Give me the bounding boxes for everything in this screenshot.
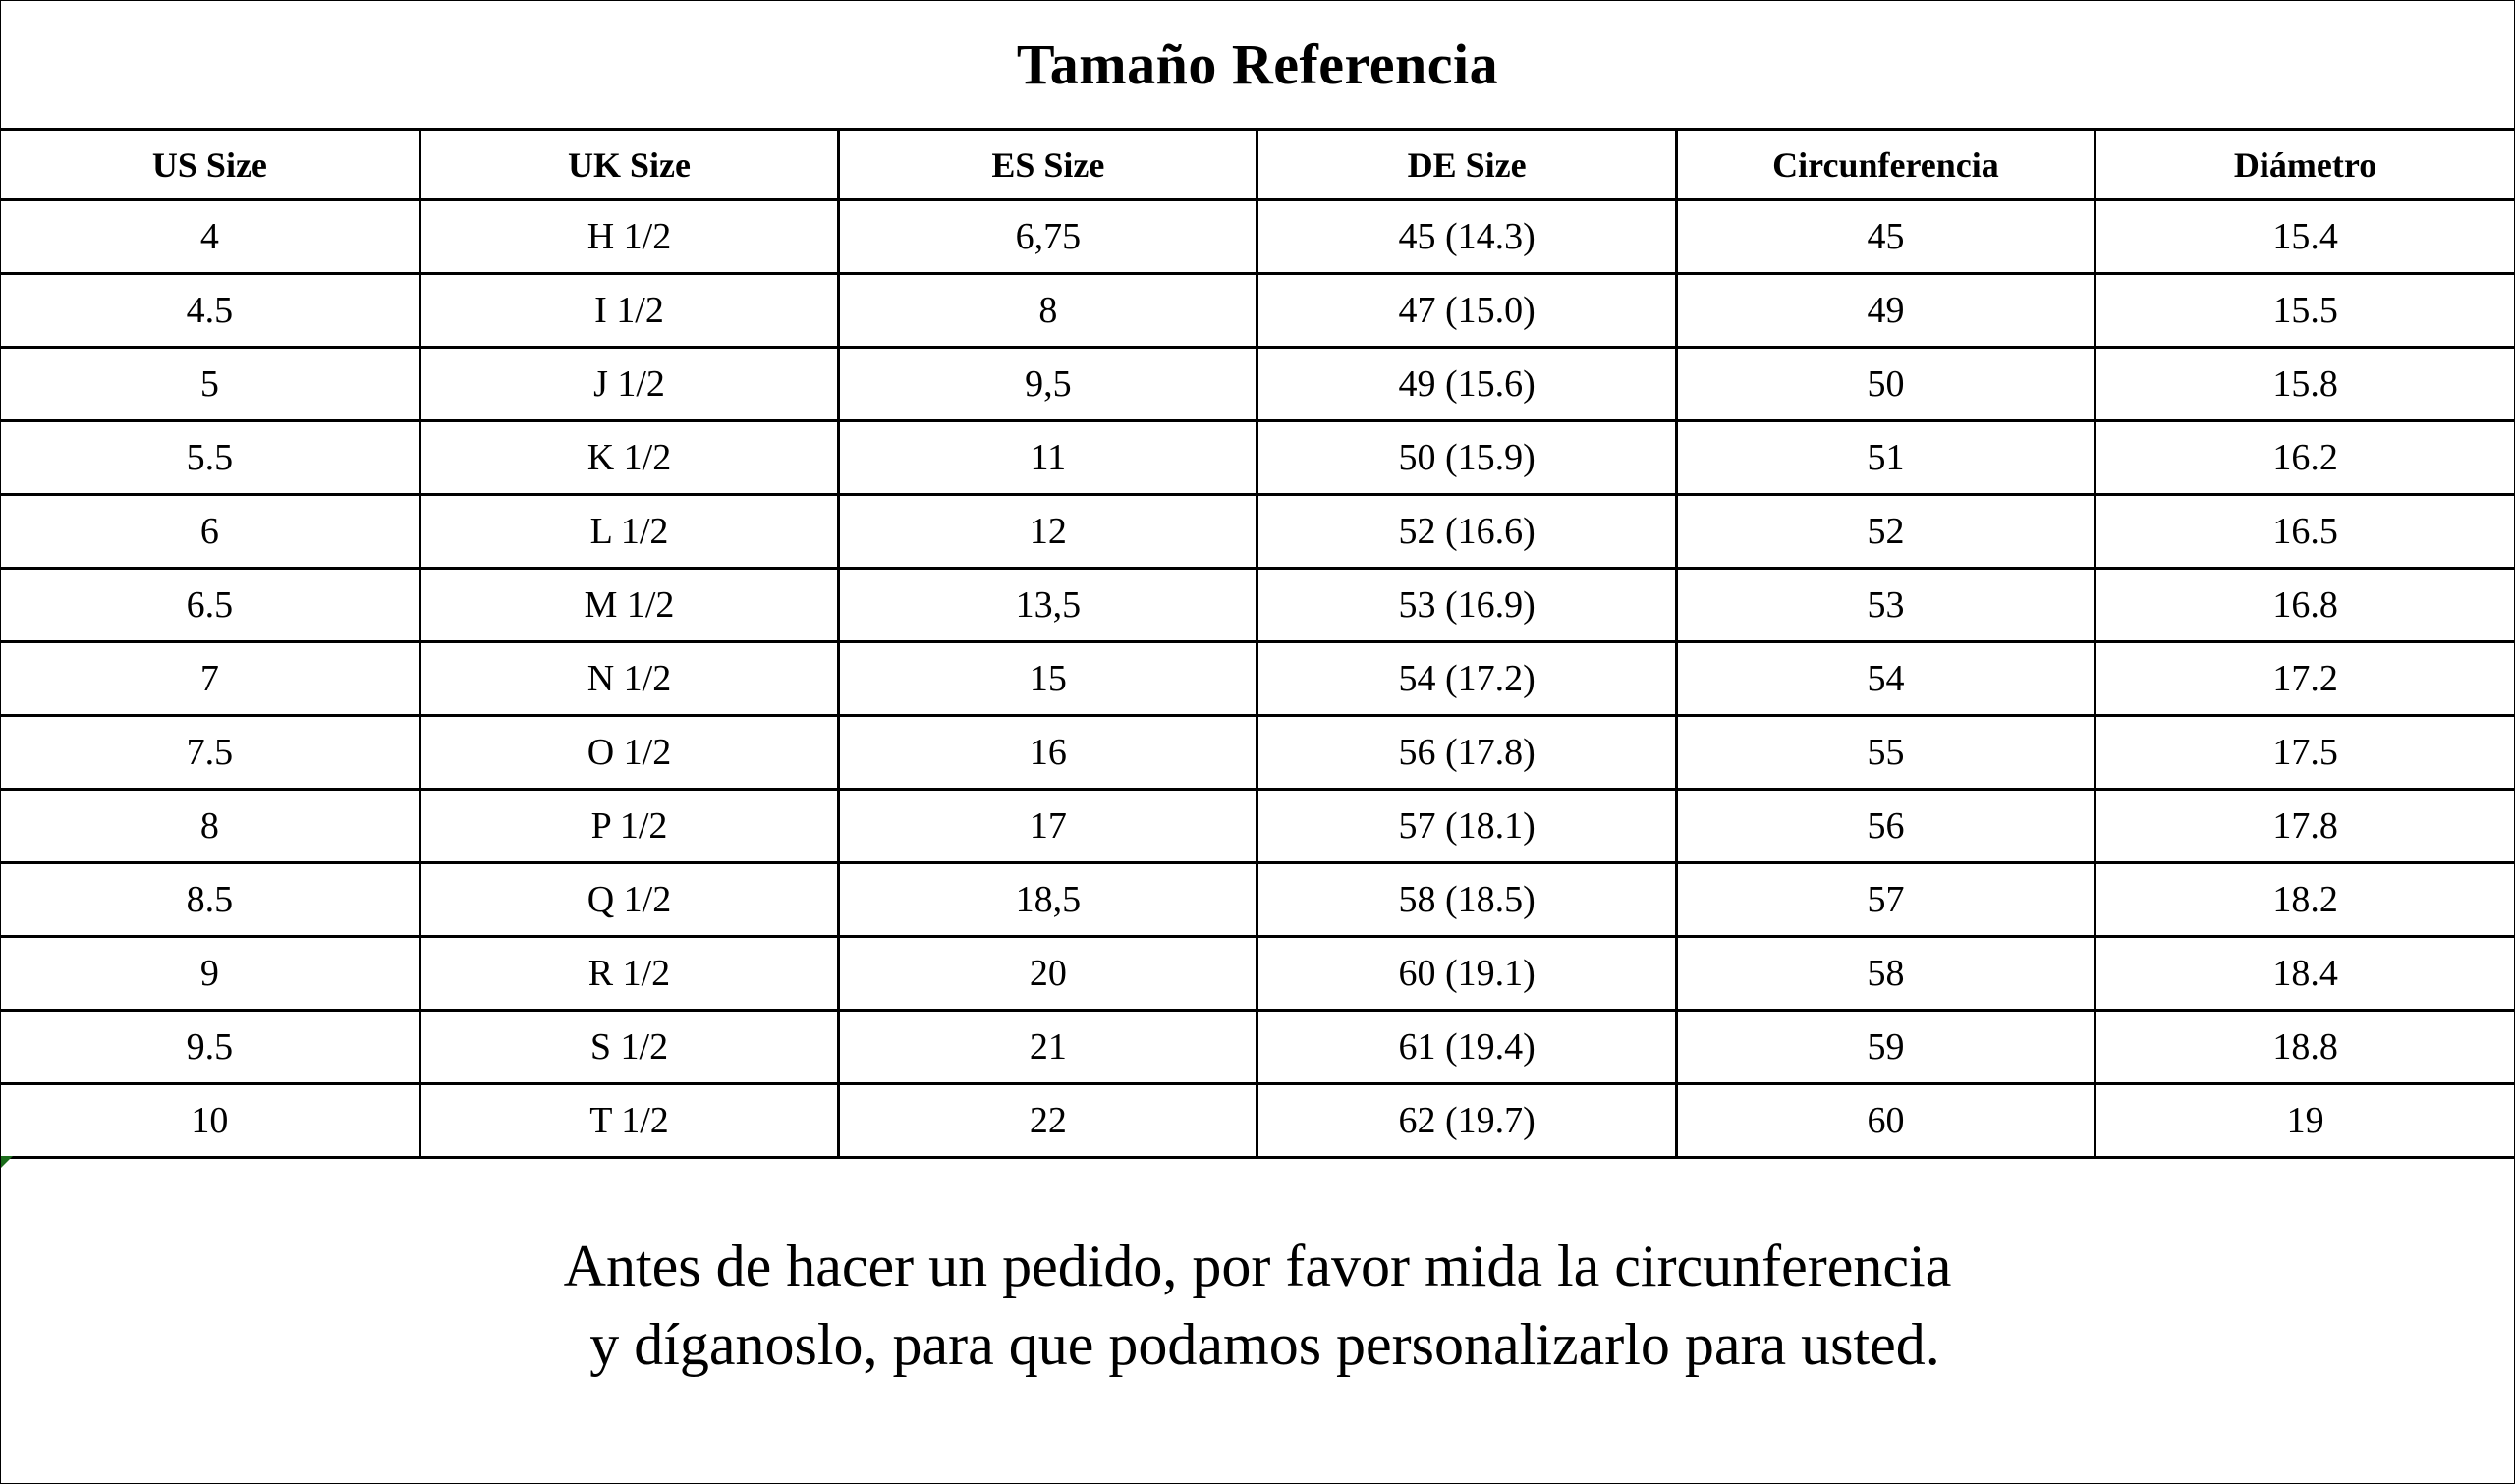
table-row — [1, 790, 2514, 863]
table-row — [1, 863, 2514, 937]
column-header-circumference: Circunferencia — [1676, 130, 2095, 200]
cell-us-size: 10 — [1, 1084, 419, 1158]
cell-es-size: 9,5 — [839, 348, 1258, 421]
cell-us-size: 7 — [1, 642, 419, 716]
cell-circumference: 52 — [1676, 495, 2095, 569]
cell-corner-marker — [1, 1156, 13, 1168]
table-row — [1, 274, 2514, 348]
instruction-note — [1, 1227, 2514, 1384]
cell-circumference: 60 — [1676, 1084, 2095, 1158]
cell-diameter: 17.2 — [2096, 642, 2514, 716]
cell-us-size: 5 — [1, 348, 419, 421]
column-header-diameter: Diámetro — [2096, 130, 2514, 200]
cell-diameter: 18.8 — [2096, 1011, 2514, 1084]
cell-diameter: 17.8 — [2096, 790, 2514, 863]
table-row — [1, 569, 2514, 642]
cell-circumference: 56 — [1676, 790, 2095, 863]
table-row — [1, 348, 2514, 421]
table-row — [1, 937, 2514, 1011]
cell-es-size: 22 — [839, 1084, 1258, 1158]
cell-circumference: 49 — [1676, 274, 2095, 348]
cell-de-size: 60 (19.1) — [1258, 937, 1676, 1011]
cell-de-size: 47 (15.0) — [1258, 274, 1676, 348]
column-header-us-size: US Size — [1, 130, 419, 200]
cell-es-size: 18,5 — [839, 863, 1258, 937]
cell-diameter: 15.8 — [2096, 348, 2514, 421]
table-row — [1, 1084, 2514, 1158]
cell-uk-size: P 1/2 — [419, 790, 838, 863]
table-row — [1, 716, 2514, 790]
cell-diameter: 19 — [2096, 1084, 2514, 1158]
size-reference-table — [1, 128, 2514, 1159]
cell-de-size: 57 (18.1) — [1258, 790, 1676, 863]
table-row — [1, 1011, 2514, 1084]
cell-circumference: 59 — [1676, 1011, 2095, 1084]
cell-circumference: 51 — [1676, 421, 2095, 495]
cell-us-size: 5.5 — [1, 421, 419, 495]
cell-uk-size: I 1/2 — [419, 274, 838, 348]
column-header-es-size: ES Size — [839, 130, 1258, 200]
cell-es-size: 13,5 — [839, 569, 1258, 642]
cell-uk-size: S 1/2 — [419, 1011, 838, 1084]
cell-uk-size: K 1/2 — [419, 421, 838, 495]
cell-us-size: 9.5 — [1, 1011, 419, 1084]
cell-circumference: 50 — [1676, 348, 2095, 421]
cell-es-size: 17 — [839, 790, 1258, 863]
cell-de-size: 54 (17.2) — [1258, 642, 1676, 716]
cell-de-size: 56 (17.8) — [1258, 716, 1676, 790]
note-line-2: y díganoslo, para que podamos personalizarlo para usted. — [575, 1312, 1940, 1377]
column-header-de-size: DE Size — [1258, 130, 1676, 200]
cell-us-size: 6.5 — [1, 569, 419, 642]
cell-es-size: 6,75 — [839, 200, 1258, 274]
cell-circumference: 45 — [1676, 200, 2095, 274]
cell-us-size: 9 — [1, 937, 419, 1011]
cell-de-size: 45 (14.3) — [1258, 200, 1676, 274]
cell-circumference: 53 — [1676, 569, 2095, 642]
table-row — [1, 421, 2514, 495]
cell-es-size: 11 — [839, 421, 1258, 495]
cell-es-size: 15 — [839, 642, 1258, 716]
cell-circumference: 55 — [1676, 716, 2095, 790]
cell-de-size: 62 (19.7) — [1258, 1084, 1676, 1158]
column-header-uk-size: UK Size — [419, 130, 838, 200]
cell-uk-size: R 1/2 — [419, 937, 838, 1011]
table-row — [1, 495, 2514, 569]
cell-uk-size: M 1/2 — [419, 569, 838, 642]
cell-de-size: 53 (16.9) — [1258, 569, 1676, 642]
cell-us-size: 4.5 — [1, 274, 419, 348]
cell-es-size: 20 — [839, 937, 1258, 1011]
cell-es-size: 21 — [839, 1011, 1258, 1084]
cell-uk-size: T 1/2 — [419, 1084, 838, 1158]
cell-de-size: 61 (19.4) — [1258, 1011, 1676, 1084]
table-row — [1, 642, 2514, 716]
cell-es-size: 8 — [839, 274, 1258, 348]
cell-diameter: 16.2 — [2096, 421, 2514, 495]
cell-circumference: 57 — [1676, 863, 2095, 937]
cell-es-size: 16 — [839, 716, 1258, 790]
cell-uk-size: L 1/2 — [419, 495, 838, 569]
cell-es-size: 12 — [839, 495, 1258, 569]
cell-uk-size: N 1/2 — [419, 642, 838, 716]
cell-us-size: 8.5 — [1, 863, 419, 937]
title-row — [1, 1, 2514, 131]
cell-us-size: 6 — [1, 495, 419, 569]
cell-diameter: 16.5 — [2096, 495, 2514, 569]
chart-title: Tamaño Referencia — [1016, 32, 1499, 96]
cell-uk-size: J 1/2 — [419, 348, 838, 421]
table-header-row — [1, 130, 2514, 200]
table-body — [1, 200, 2514, 1158]
cell-de-size: 50 (15.9) — [1258, 421, 1676, 495]
cell-diameter: 15.4 — [2096, 200, 2514, 274]
cell-us-size: 7.5 — [1, 716, 419, 790]
cell-circumference: 58 — [1676, 937, 2095, 1011]
cell-circumference: 54 — [1676, 642, 2095, 716]
cell-us-size: 8 — [1, 790, 419, 863]
note-line-1: Antes de hacer un pedido, por favor mida la circunferencia — [563, 1234, 1952, 1298]
cell-diameter: 17.5 — [2096, 716, 2514, 790]
cell-de-size: 49 (15.6) — [1258, 348, 1676, 421]
table-row — [1, 200, 2514, 274]
cell-de-size: 58 (18.5) — [1258, 863, 1676, 937]
cell-uk-size: H 1/2 — [419, 200, 838, 274]
cell-diameter: 15.5 — [2096, 274, 2514, 348]
cell-uk-size: Q 1/2 — [419, 863, 838, 937]
cell-de-size: 52 (16.6) — [1258, 495, 1676, 569]
cell-diameter: 18.4 — [2096, 937, 2514, 1011]
cell-diameter: 18.2 — [2096, 863, 2514, 937]
cell-us-size: 4 — [1, 200, 419, 274]
cell-uk-size: O 1/2 — [419, 716, 838, 790]
cell-diameter: 16.8 — [2096, 569, 2514, 642]
